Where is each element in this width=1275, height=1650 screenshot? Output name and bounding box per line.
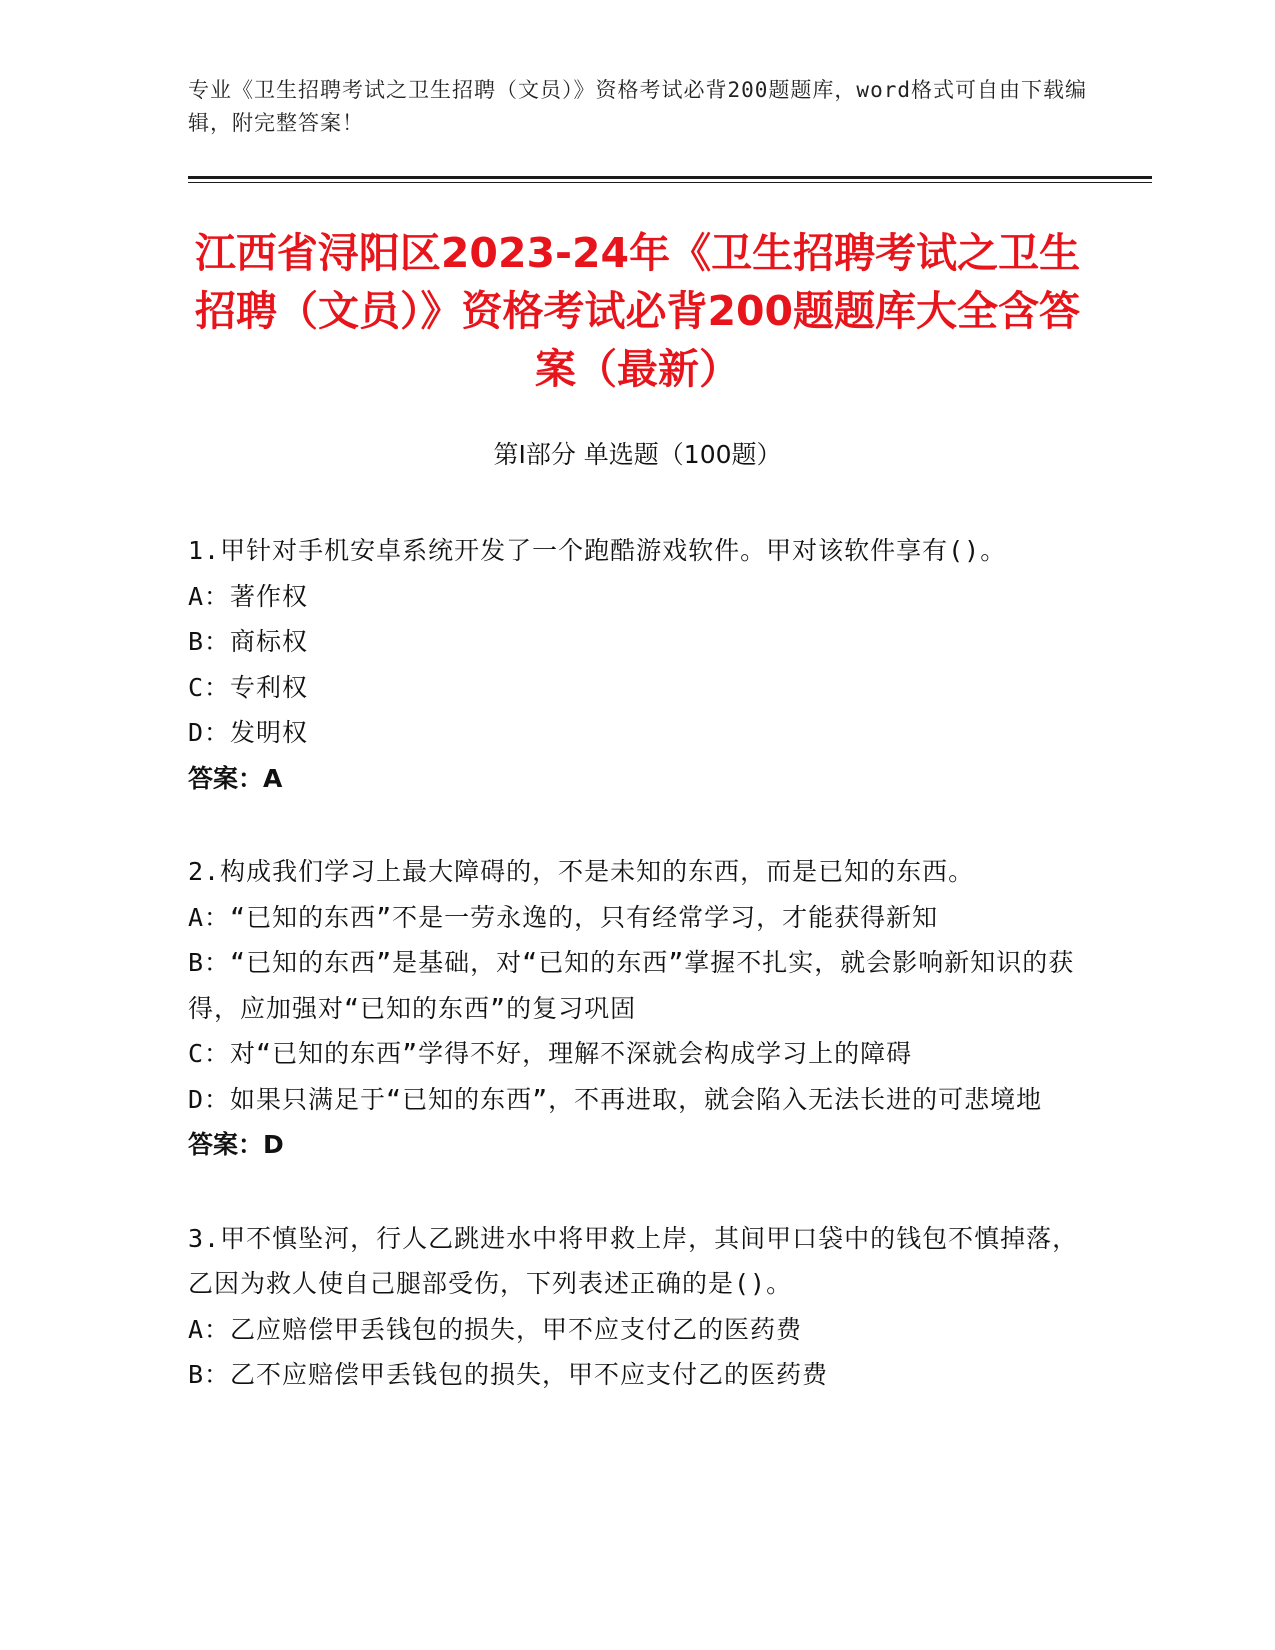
option-b: B：乙不应赔偿甲丢钱包的损失，甲不应支付乙的医药费 <box>188 1360 829 1389</box>
header-rule-thin <box>188 182 1152 183</box>
option-d: D：发明权 <box>188 718 309 747</box>
question-text: 1.甲针对手机安卓系统开发了一个跑酷游戏软件。甲对该软件享有()。 <box>188 536 1007 565</box>
header-rule-thick <box>188 176 1152 179</box>
question-3 <box>188 1216 1088 1398</box>
option-b: B：商标权 <box>188 627 309 656</box>
option-c: C：对“已知的东西”学得不好，理解不深就会构成学习上的障碍 <box>188 1039 913 1068</box>
document-title: 江西省浔阳区2023-24年《卫生招聘考试之卫生招聘（文员）》资格考试必背200题题库大全含答案（最新） <box>194 229 1081 393</box>
question-text: 3.甲不慎坠河，行人乙跳进水中将甲救上岸，其间甲口袋中的钱包不慎掉落，乙因为救人使自己腿部受伤，下列表述正确的是()。 <box>188 1223 1079 1298</box>
option-a: A：乙应赔偿甲丢钱包的损失，甲不应支付乙的医药费 <box>188 1314 803 1344</box>
question-list <box>188 528 1088 1446</box>
option-a: A：著作权 <box>188 581 309 611</box>
answer: 答案：A <box>188 763 283 793</box>
question-2 <box>188 849 1088 1168</box>
section-title: 第I部分 单选题（100题） <box>493 440 782 469</box>
header-note: 专业《卫生招聘考试之卫生招聘（文员）》资格考试必背200题题库，word格式可自由下载编辑，附完整答案！ <box>188 78 1087 135</box>
answer: 答案：D <box>188 1130 284 1159</box>
question-text: 2.构成我们学习上最大障碍的，不是未知的东西，而是已知的东西。 <box>188 857 975 886</box>
option-c: C：专利权 <box>188 672 309 702</box>
option-d: D：如果只满足于“已知的东西”，不再进取，就会陷入无法长进的可悲境地 <box>188 1084 1043 1114</box>
question-1 <box>188 528 1088 801</box>
option-a: A：“已知的东西”不是一劳永逸的，只有经常学习，才能获得新知 <box>188 902 939 932</box>
option-b: B：“已知的东西”是基础，对“已知的东西”掌握不扎实，就会影响新知识的获得，应加强对“已知的东西”的复习巩固 <box>188 948 1075 1023</box>
